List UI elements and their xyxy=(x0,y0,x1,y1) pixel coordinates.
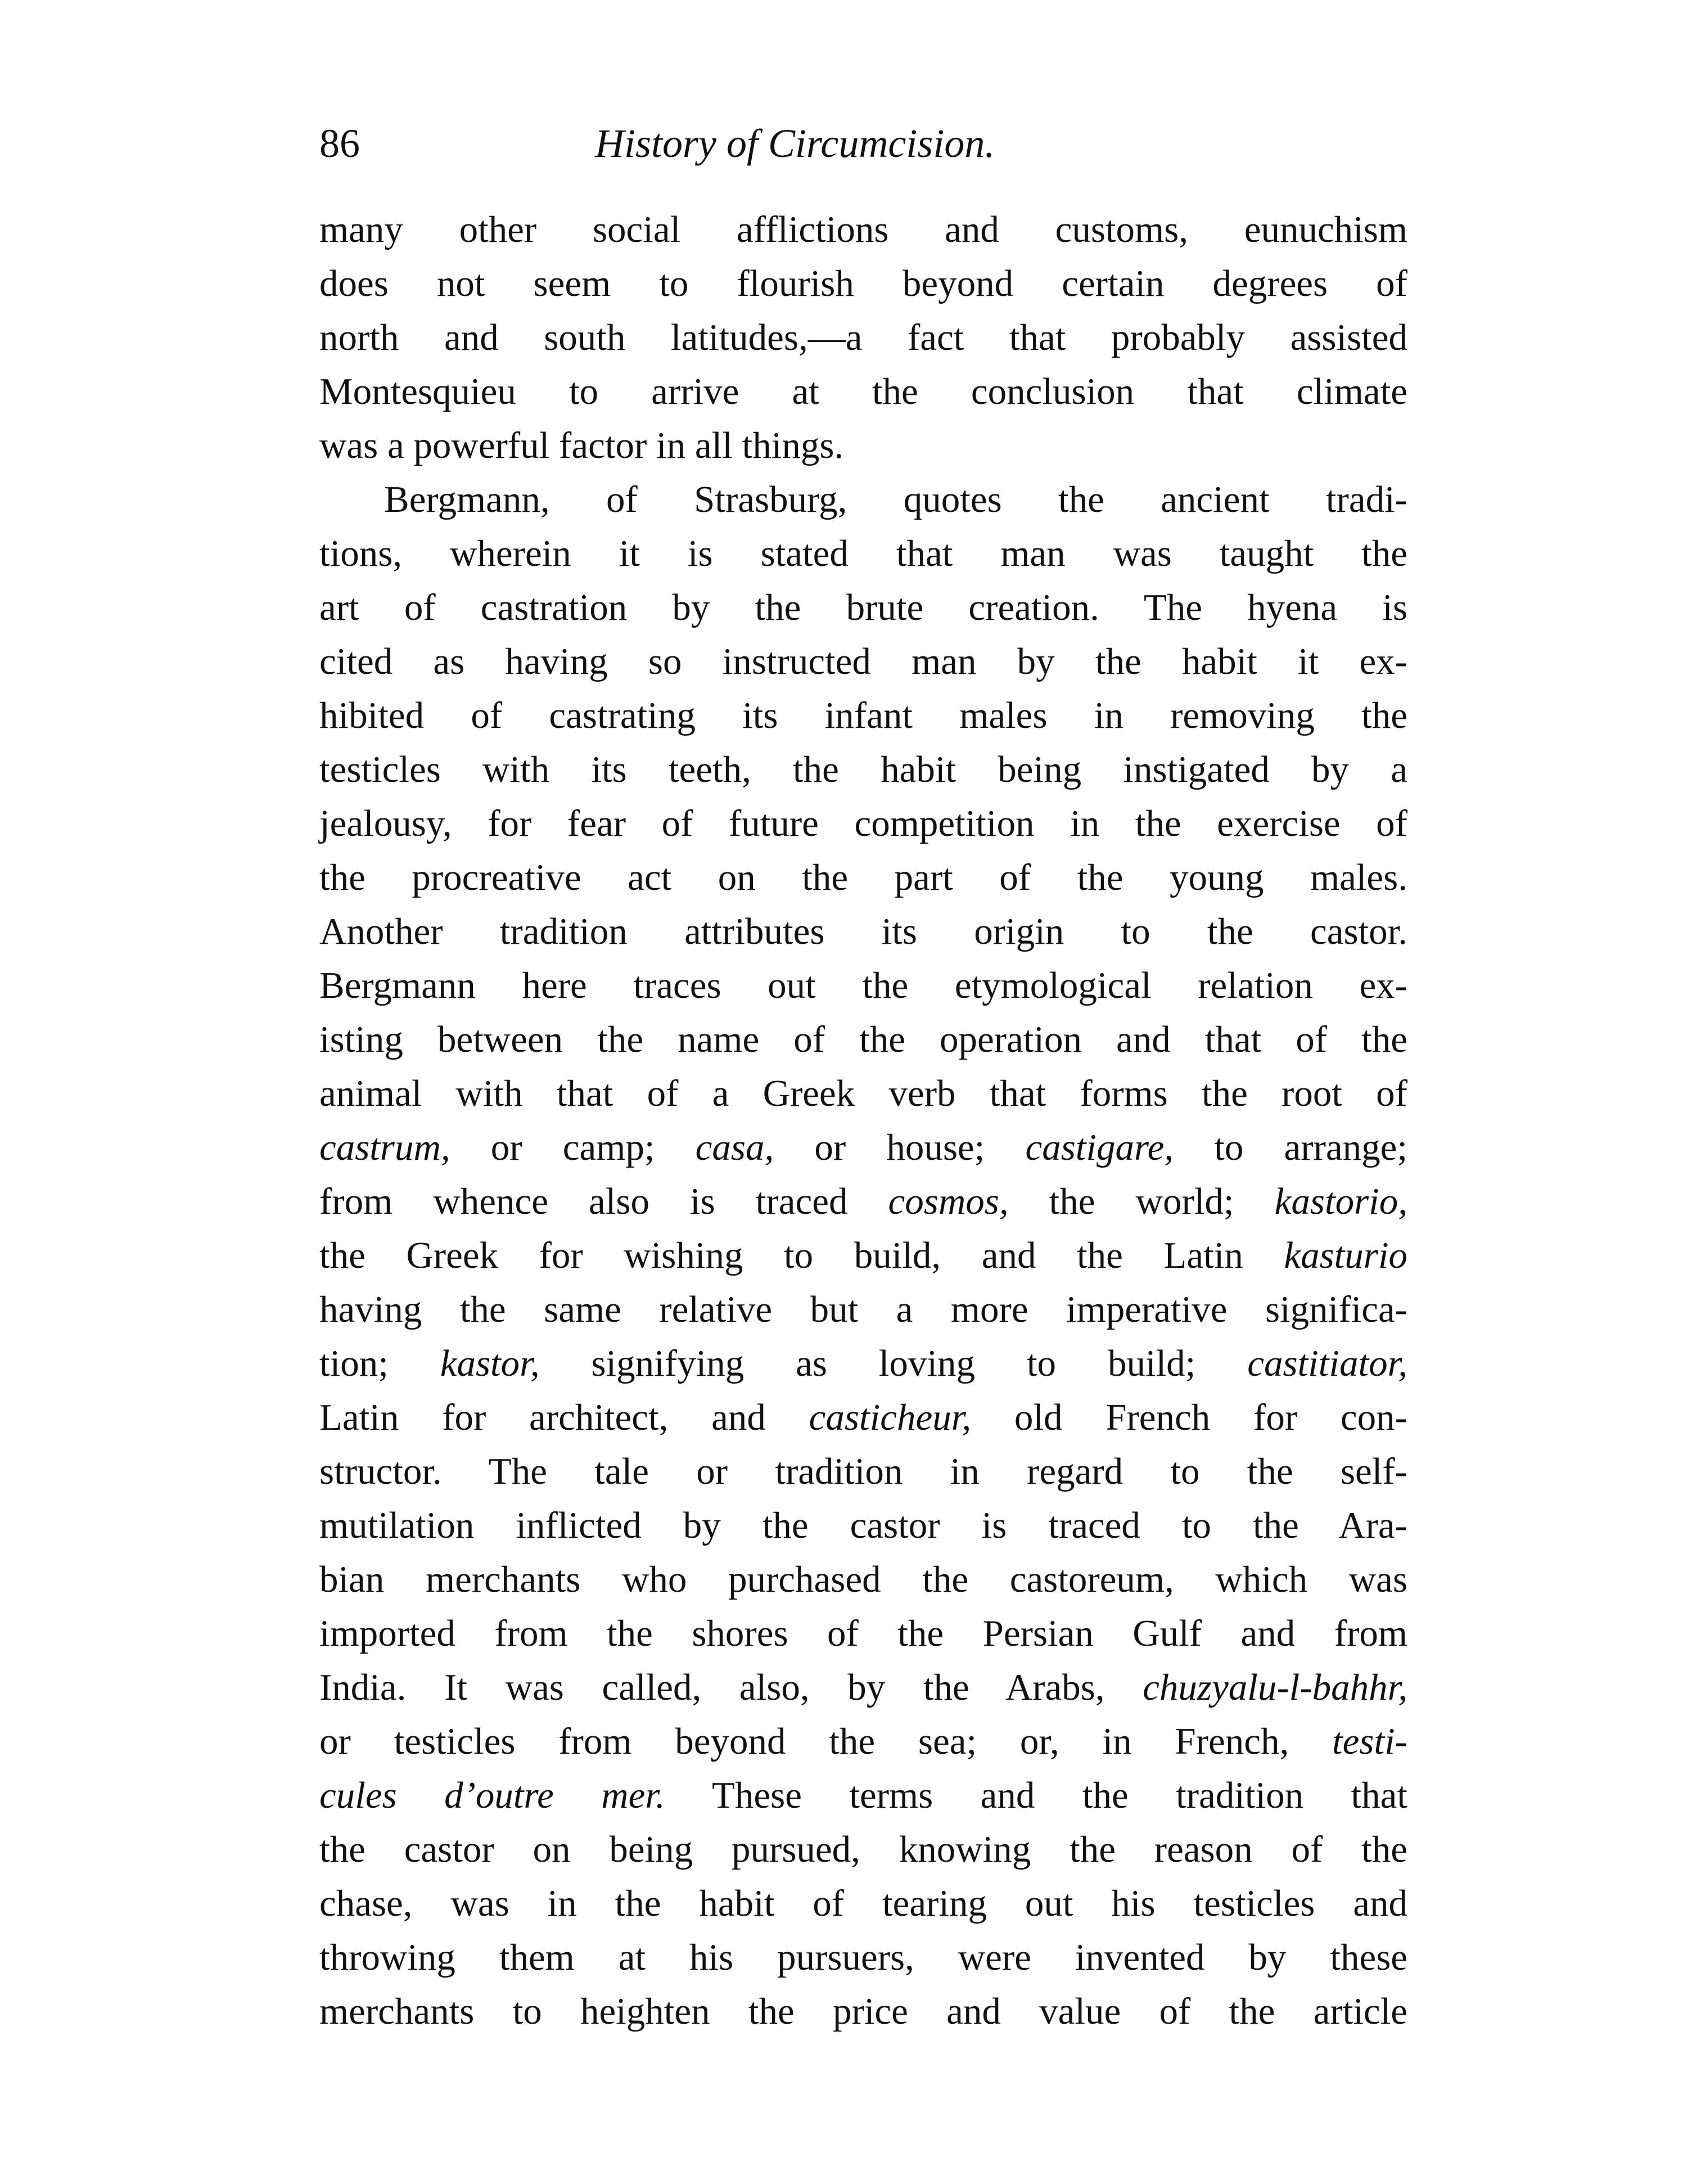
text-line: art of castration by the brute creation. The hyena is xyxy=(319,587,1407,628)
text-line: chase, was in the habit of tearing out his testicles and xyxy=(319,1883,1407,1924)
text-run: or house; xyxy=(774,1127,1026,1168)
text-line: Montesquieu to arrive at the conclusion that climate xyxy=(319,371,1407,412)
italic-word: kastorio, xyxy=(1274,1181,1408,1222)
italic-word: kasturio xyxy=(1284,1235,1407,1276)
italic-word: casa, xyxy=(695,1127,774,1168)
italic-word: castrum, xyxy=(319,1127,450,1168)
text-run: Latin for architect, and xyxy=(319,1397,809,1438)
text-run: These terms and the tradition that xyxy=(665,1775,1407,1816)
text-run: or testicles from beyond the sea; or, in French, xyxy=(319,1721,1333,1762)
text-line xyxy=(319,1390,1407,1444)
text-line: jealousy, for fear of future competition in the exercise of xyxy=(319,803,1407,844)
text-run: the Greek for wishing to build, and the Latin xyxy=(319,1235,1284,1276)
text-run: to arrange; xyxy=(1174,1127,1407,1168)
text-line: tions, wherein it is stated that man was taught the xyxy=(319,533,1407,574)
body-text xyxy=(319,202,1407,2038)
text-line: the castor on being pursued, knowing the reason of the xyxy=(319,1829,1407,1870)
italic-word: testi- xyxy=(1332,1721,1407,1762)
text-line: testicles with its teeth, the habit being instigated by a xyxy=(319,749,1407,790)
text-run: from whence also is traced xyxy=(319,1181,888,1222)
text-line: structor. The tale or tradition in regard to the self- xyxy=(319,1451,1407,1492)
text-line: imported from the shores of the Persian Gulf and from xyxy=(319,1613,1407,1654)
italic-word: castitiator, xyxy=(1247,1343,1407,1384)
italic-word: kastor, xyxy=(440,1343,540,1384)
text-line: merchants to heighten the price and value of the article xyxy=(319,1991,1407,2032)
text-line: hibited of castrating its infant males in removing the xyxy=(319,695,1407,736)
text-line xyxy=(319,1714,1407,1768)
page-header xyxy=(319,115,1407,172)
text-line xyxy=(319,1120,1407,1174)
text-line: does not seem to flourish beyond certain degrees of xyxy=(319,263,1407,304)
italic-word: cules d’outre mer. xyxy=(319,1775,665,1816)
text-run: old French for con- xyxy=(971,1397,1407,1438)
italic-word: cosmos, xyxy=(888,1181,1009,1222)
text-line: cited as having so instructed man by the habit it ex- xyxy=(319,641,1407,682)
text-line xyxy=(319,1336,1407,1390)
text-line: throwing them at his pursuers, were invented by these xyxy=(319,1937,1407,1978)
text-line: Another tradition attributes its origin to the castor. xyxy=(319,911,1407,952)
text-line: Bergmann here traces out the etymological relation ex- xyxy=(319,965,1407,1006)
text-line: isting between the name of the operation and that of the xyxy=(319,1019,1407,1060)
text-line: animal with that of a Greek verb that forms the root of xyxy=(319,1073,1407,1114)
text-line: Bergmann, of Strasburg, quotes the ancient tradi- xyxy=(384,479,1407,520)
text-line xyxy=(319,1174,1407,1228)
page-number: 86 xyxy=(319,121,360,166)
text-run: India. It was called, also, by the Arabs, xyxy=(319,1667,1143,1708)
italic-word: casticheur, xyxy=(809,1397,972,1438)
italic-word: castigare, xyxy=(1025,1127,1174,1168)
text-run: signifying as loving to build; xyxy=(539,1343,1248,1384)
text-line: bian merchants who purchased the castoreum, which was xyxy=(319,1559,1407,1600)
text-run: tion; xyxy=(319,1343,440,1384)
text-line xyxy=(319,1768,1407,1822)
running-title: History of Circumcision. xyxy=(595,121,995,166)
text-run: or camp; xyxy=(450,1127,696,1168)
text-line: mutilation inflicted by the castor is traced to the Ara- xyxy=(319,1505,1407,1546)
text-line: north and south latitudes,—a fact that probably assisted xyxy=(319,317,1407,358)
text-run: the world; xyxy=(1008,1181,1275,1222)
italic-word: chuzyalu-l-bahhr, xyxy=(1143,1667,1407,1708)
text-line: the procreative act on the part of the young males. xyxy=(319,857,1407,898)
text-line xyxy=(319,1660,1407,1714)
text-line xyxy=(319,1228,1407,1282)
text-line: was a powerful factor in all things. xyxy=(319,425,844,466)
text-line: many other social afflictions and customs, eunuchism xyxy=(319,209,1407,250)
text-line: having the same relative but a more imperative significa- xyxy=(319,1289,1407,1330)
